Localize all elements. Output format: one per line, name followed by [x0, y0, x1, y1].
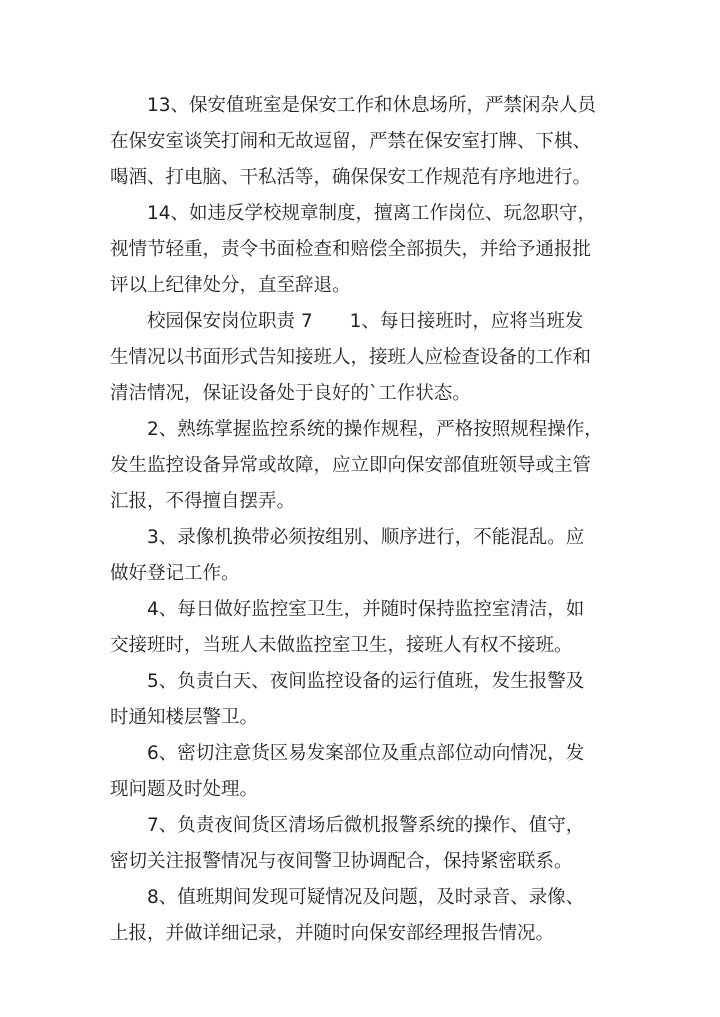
- paragraph-14: [110, 196, 620, 304]
- document-body: [110, 88, 620, 952]
- paragraph-line: 14、如违反学校规章制度，擅离工作岗位、玩忽职守，: [147, 203, 597, 224]
- paragraph-item-6: [110, 736, 620, 808]
- paragraph-13: [110, 88, 620, 196]
- paragraph-line: 评以上纪律处分，直至辞退。: [110, 275, 351, 296]
- paragraph-line: 做好登记工作。: [110, 563, 240, 584]
- paragraph-item-4: [110, 592, 620, 664]
- paragraph-item-7: [110, 808, 620, 880]
- paragraph-line: 生情况以书面形式告知接班人，接班人应检查设备的工作和: [110, 347, 592, 368]
- paragraph-line: 上报，并做详细记录，并随时向保安部经理报告情况。: [110, 923, 555, 944]
- paragraph-line: 在保安室谈笑打闹和无故逗留，严禁在保安室打牌、下棋、: [110, 131, 592, 152]
- paragraph-line: 8、值班期间发现可疑情况及问题，及时录音、录像、: [147, 887, 585, 908]
- paragraph-line: 时通知楼层警卫。: [110, 707, 259, 728]
- paragraph-line: 5、负责白天、夜间监控设备的运行值班，发生报警及: [147, 671, 585, 692]
- paragraph-line: 交接班时，当班人未做监控室卫生，接班人有权不接班。: [110, 635, 573, 656]
- paragraph-line: 现问题及时处理。: [110, 779, 259, 800]
- paragraph-line: 发生监控设备异常或故障，应立即向保安部值班领导或主管: [110, 455, 592, 476]
- paragraph-item-3: [110, 520, 620, 592]
- paragraph-line: 4、每日做好监控室卫生，并随时保持监控室清洁，如: [147, 599, 585, 620]
- paragraph-item-5: [110, 664, 620, 736]
- paragraph-line: 视情节轻重，责令书面检查和赔偿全部损失，并给予通报批: [110, 239, 592, 260]
- paragraph-item-2: [110, 412, 620, 520]
- paragraph-item-8: [110, 880, 620, 952]
- paragraph-line: 7、负责夜间货区清场后微机报警系统的操作、值守，: [147, 815, 585, 836]
- paragraph-section-7-item-1: [110, 304, 620, 412]
- paragraph-line: 喝酒、打电脑、干私活等，确保保安工作规范有序地进行。: [110, 167, 592, 188]
- paragraph-line: 汇报，不得擅自摆弄。: [110, 491, 296, 512]
- paragraph-line: 密切关注报警情况与夜间警卫协调配合，保持紧密联系。: [110, 851, 573, 872]
- paragraph-line: 6、密切注意货区易发案部位及重点部位动向情况，发: [147, 743, 585, 764]
- paragraph-line: 清洁情况，保证设备处于良好的`工作状态。: [110, 383, 471, 404]
- paragraph-line: 校园保安岗位职责 7 1、每日接班时，应将当班发: [147, 311, 584, 332]
- paragraph-line: 2、熟练掌握监控系统的操作规程，严格按照规程操作，: [147, 419, 603, 440]
- paragraph-line: 3、录像机换带必须按组别、顺序进行，不能混乱。应: [147, 527, 585, 548]
- paragraph-line: 13、保安值班室是保安工作和休息场所，严禁闲杂人员: [147, 95, 597, 116]
